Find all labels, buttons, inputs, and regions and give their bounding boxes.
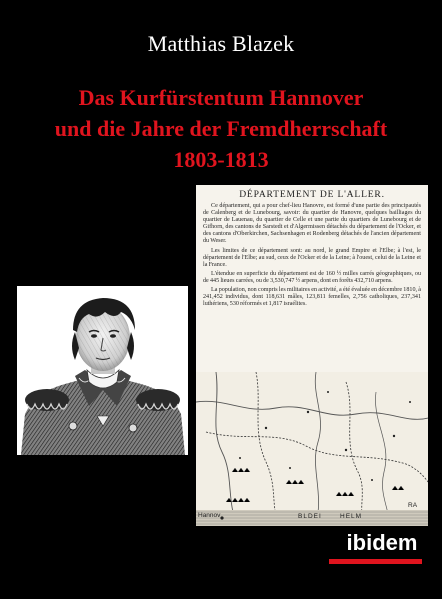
map-label-region: HELM (340, 513, 363, 520)
title-line-3: 1803-1813 (173, 147, 269, 172)
author-name: Matthias Blazek (147, 31, 295, 56)
document-page (196, 185, 428, 372)
title-line-2: und die Jahre der Fremdherrschaft (54, 116, 388, 141)
document-paragraph: L'étendue en superficie du département est de 160 ½ milles carrés géographiques, ou de 445 lieues carrées, ou de 3,530,747 ½ arpens, dont en forêts 432,710 arpens. (203, 270, 421, 284)
historical-map (196, 372, 428, 526)
map-drawing (196, 372, 428, 526)
document-paragraph: La population, non compris les militaires en activité, a été évaluée en décembre 1810, à 241,452 individus, dont 118,631 mâles, 123,811 femelles, 2,756 catholiques, 237,341 luthériens, 530 réformés et 1,817 israélites. (203, 287, 421, 308)
document-paragraph: Ce département, qui a pour chef-lieu Hanovre, est formé d'une partie des principautés de Calenberg et de Lunebourg, savoir: du quartier de Hanovre, quelques bailliages du quartier de Lauenau, du quartier de Celle et une partie du quartiers de Lunebourg et de Gifhorn, des cantons de Sarstedt et d'Algermissen détachés du département de l'Ocker, et des cantons d'Oberkirchen, Sachsenhagen et Rodenberg détachés de l'ancien département du Weser. (203, 203, 421, 245)
map-label-region: RA (408, 502, 418, 509)
map-label-region: BLDEI (298, 513, 322, 520)
book-title (0, 82, 442, 175)
portrait-image (17, 286, 188, 455)
map-label-city: Hannov (198, 512, 221, 519)
publisher-logo: ibidem (346, 529, 418, 555)
document-text (203, 203, 421, 308)
document-paragraph: Les limites de ce département sont: au nord, le grand Empire et l'Elbe; à l'est, le département de l'Elbe; au sud, ceux de l'Ocker et de la Leine; à l'ouest, celui de la Leine et la France. (203, 247, 421, 268)
title-line-1: Das Kurfürstentum Hannover (78, 85, 364, 110)
portrait-engraving (17, 286, 188, 455)
document-heading: DÉPARTEMENT DE L'ALLER. (239, 189, 385, 200)
publisher-underline (329, 559, 422, 564)
